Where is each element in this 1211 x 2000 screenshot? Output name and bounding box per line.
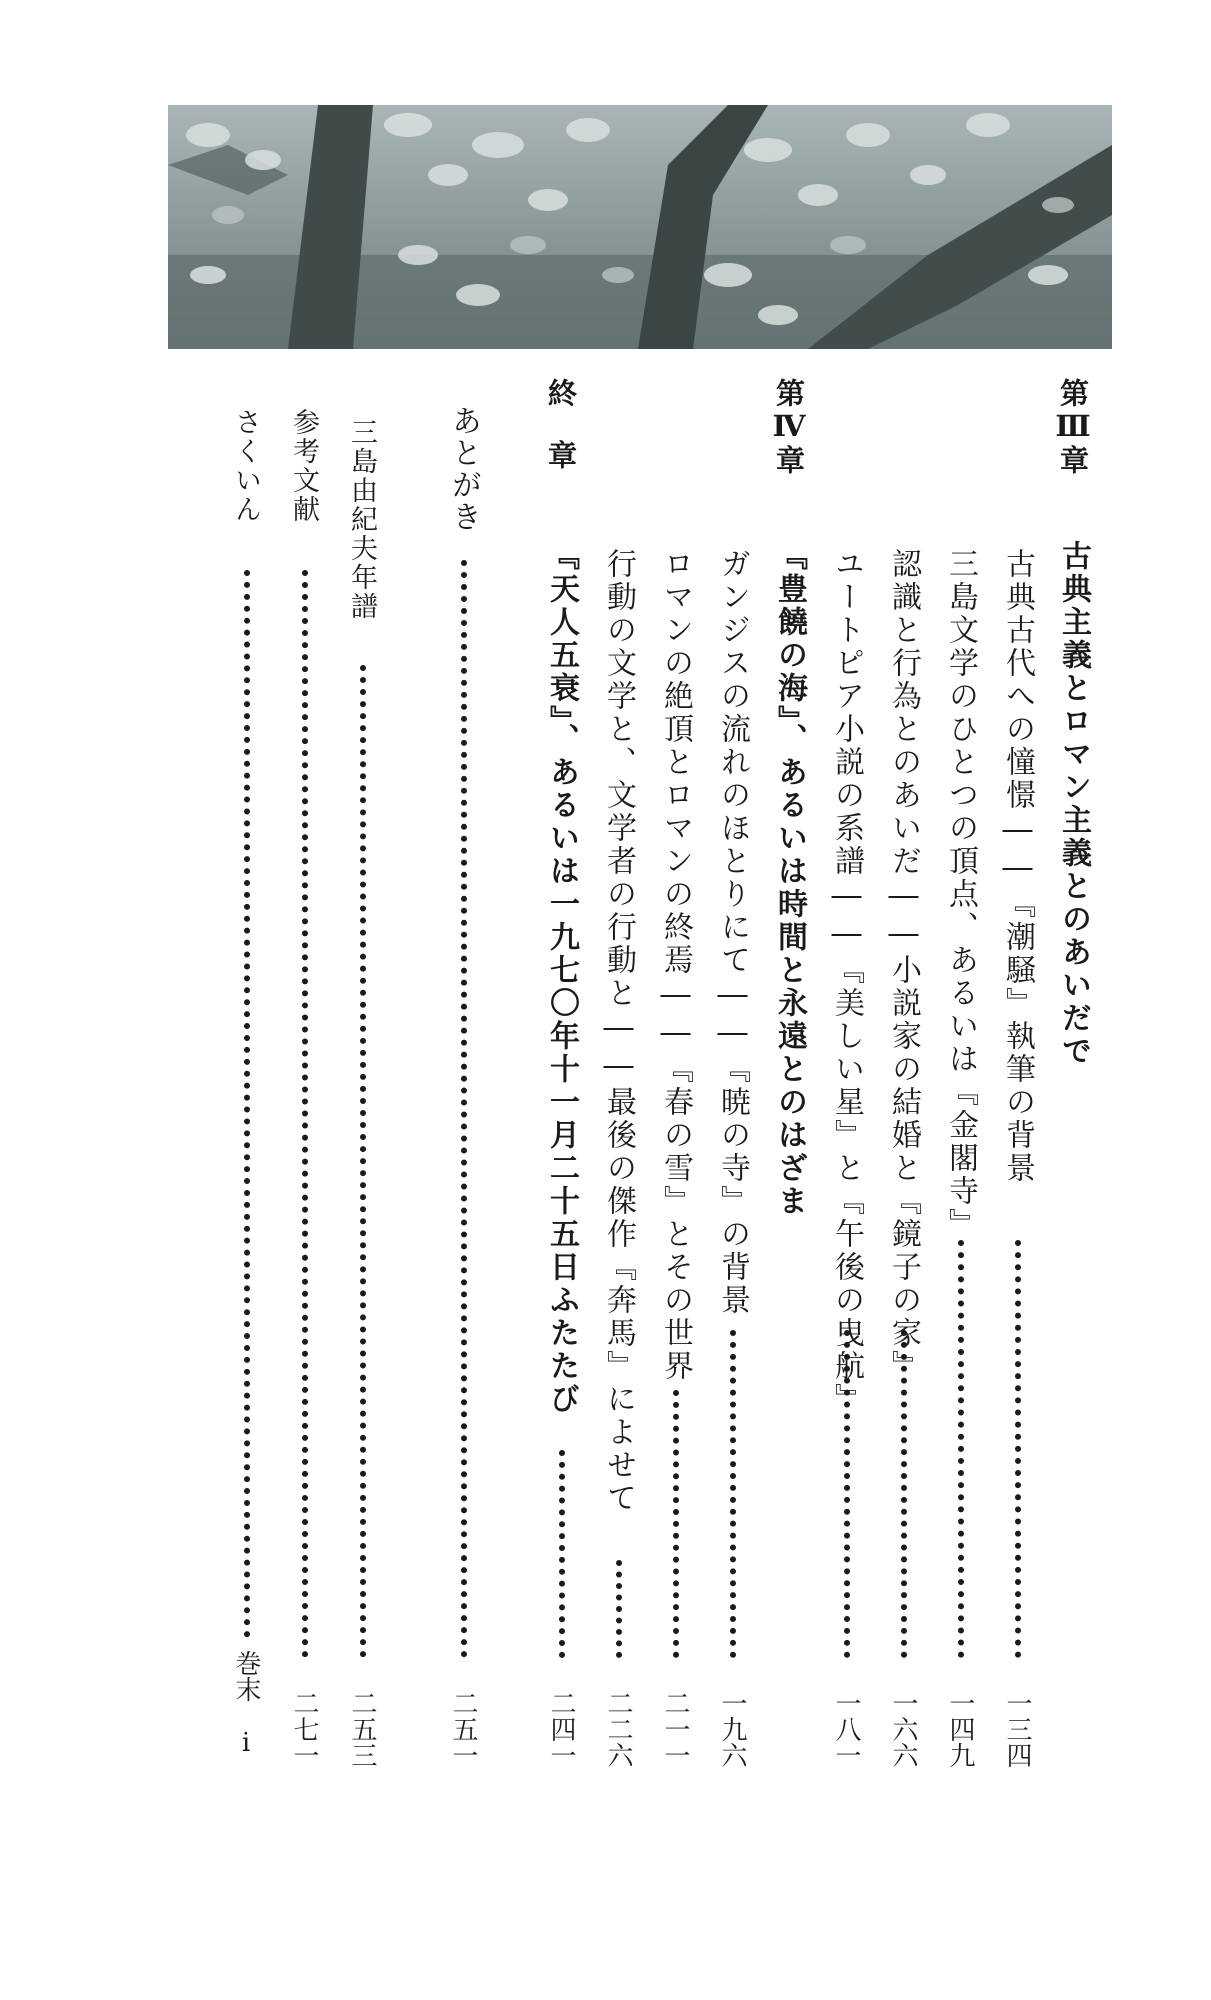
chapter-title[interactable]: 『天人五衰』、あるいは一九七〇年十一月二十五日ふたたび — [544, 540, 579, 1416]
page-number: 二二六 — [603, 1690, 633, 1768]
page-number: 一三四 — [1002, 1690, 1032, 1768]
backmatter-chronology[interactable]: 三島由紀夫年譜 — [346, 418, 377, 621]
page-number: 一八一 — [831, 1690, 861, 1768]
page-number: 一六六 — [888, 1690, 918, 1768]
chapter-label: 第Ⅲ章 — [1056, 378, 1090, 476]
page-number: 二一一 — [660, 1690, 690, 1768]
toc-entry-title[interactable]: 行動の文学と、文学者の行動と――最後の傑作『奔馬』によせて — [601, 548, 636, 1515]
page-number: 一九六 — [717, 1690, 747, 1768]
toc-entry-title[interactable]: 三島文学のひとつの頂点、あるいは『金閣寺』 — [943, 548, 978, 1241]
dot-leader — [616, 1560, 622, 1658]
dot-leader — [958, 1240, 964, 1658]
page-number: 二五一 — [448, 1690, 478, 1768]
backmatter-index[interactable]: さくいん — [230, 408, 261, 524]
dot-leader — [559, 1450, 565, 1658]
dot-leader — [302, 570, 308, 1658]
backmatter-references[interactable]: 参考文献 — [288, 408, 319, 524]
dot-leader — [844, 1330, 850, 1658]
dot-leader — [673, 1390, 679, 1658]
toc-entry-title[interactable]: ガンジスの流れのほとりにて――『暁の寺』の背景 — [715, 548, 750, 1317]
dot-leader — [461, 560, 467, 1658]
chapter-label: 終 章 — [544, 378, 578, 471]
page-number: 一四九 — [945, 1690, 975, 1768]
dot-leader — [244, 570, 250, 1638]
toc-entry-title[interactable]: 認識と行為とのあいだ――小説家の結婚と『鏡子の家』 — [886, 548, 921, 1383]
chapter-title: 『豊饒の海』、あるいは時間と永遠とのはざま — [772, 540, 807, 1218]
toc-entry-title[interactable]: ユートピア小説の系譜――『美しい星』と『午後の曳航』 — [829, 548, 864, 1416]
page-number: 巻末 i — [231, 1650, 261, 1758]
dot-leader — [901, 1330, 907, 1658]
chapter-label: 第Ⅳ章 — [772, 378, 806, 476]
page-number: 二五三 — [347, 1690, 377, 1768]
toc-entry-title[interactable]: ロマンの絶頂とロマンの終焉――『春の雪』とその世界 — [658, 548, 693, 1383]
backmatter-afterword[interactable]: あとがき — [446, 405, 481, 533]
page-number: 二七一 — [289, 1690, 319, 1768]
chapter-title: 古典主義とロマン主義とのあいだで — [1056, 540, 1091, 1068]
dot-leader — [360, 665, 366, 1658]
page-number: 二四一 — [546, 1690, 576, 1768]
toc-entry-title[interactable]: 古典古代への憧憬――『潮騒』執筆の背景 — [1000, 548, 1035, 1185]
dot-leader — [730, 1330, 736, 1658]
dot-leader — [1015, 1240, 1021, 1658]
